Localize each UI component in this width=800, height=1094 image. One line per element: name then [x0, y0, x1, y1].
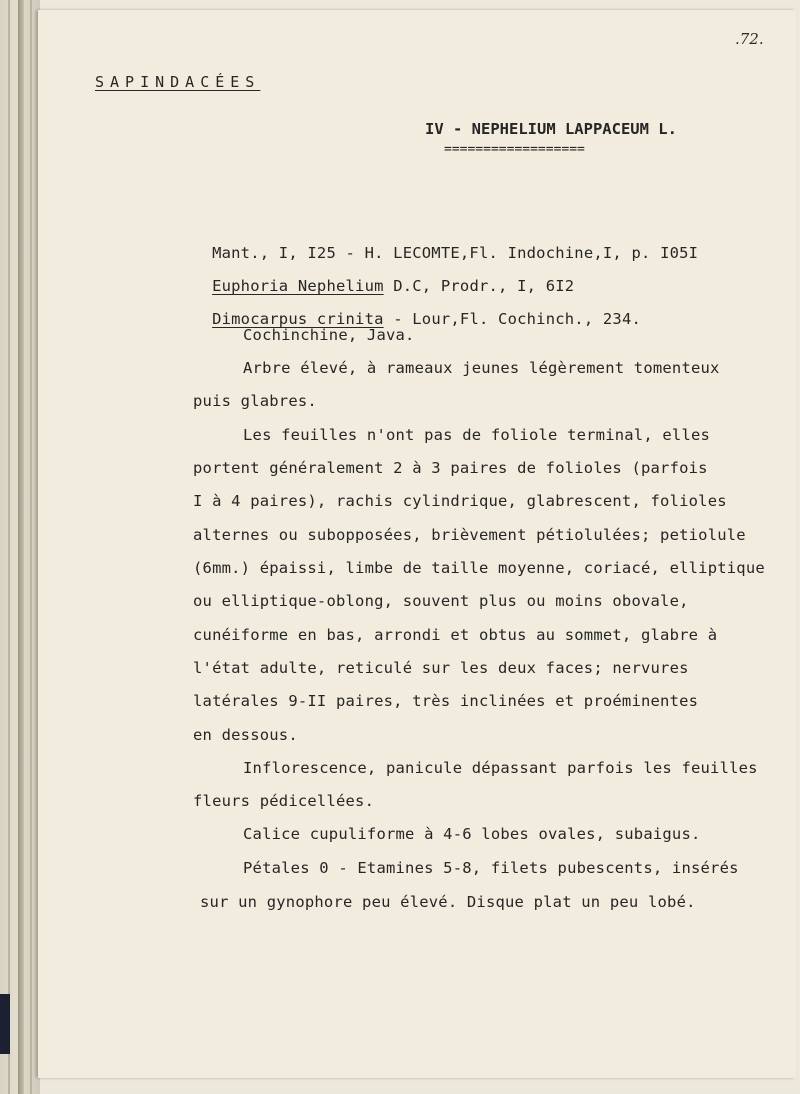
description-line: ou elliptique-oblong, souvent plus ou moins obovale,	[193, 592, 689, 610]
synonymy-reference: D.C, Prodr., I, 6I2	[383, 277, 575, 295]
description-line: Arbre élevé, à rameaux jeunes légèrement tomenteux	[243, 359, 720, 377]
description-line: (6mm.) épaissi, limbe de taille moyenne, coriacé, elliptique	[193, 559, 765, 577]
synonym-name: Euphoria Nephelium	[212, 277, 384, 295]
synonymy-reference: - Lour,Fl. Cochinch., 234.	[383, 310, 642, 328]
description-line: alternes ou subopposées, brièvement pétiolulées; petiolule	[193, 526, 746, 544]
description-line: fleurs pédicellées.	[193, 792, 375, 810]
description-line: Les feuilles n'ont pas de foliole terminal, elles	[243, 426, 711, 444]
document-page	[38, 10, 796, 1078]
family-heading: SAPINDACÉES	[95, 73, 261, 91]
distribution-line: Cochinchine, Java.	[243, 326, 415, 344]
synonym-name: Dimocarpus crinita	[212, 310, 384, 328]
description-line: en dessous.	[193, 726, 298, 744]
description-line: Pétales 0 - Etamines 5-8, filets pubescents, insérés	[243, 859, 739, 877]
description-line: Calice cupuliforme à 4-6 lobes ovales, subaigus.	[243, 825, 701, 843]
description-line: sur un gynophore peu élevé. Disque plat un peu lobé.	[200, 893, 696, 911]
page-edge	[30, 0, 32, 1094]
description-line: l'état adulte, reticulé sur les deux faces; nervures	[193, 659, 689, 677]
species-heading: IV - NEPHELIUM LAPPACEUM L.	[425, 120, 677, 138]
page-edge	[8, 0, 10, 1094]
folio-number: .72.	[735, 30, 764, 48]
species-heading-rule: ==================	[444, 142, 585, 157]
description-line: latérales 9-II paires, très inclinées et proéminentes	[193, 692, 699, 710]
synonymy-line	[193, 259, 574, 295]
description-line: portent généralement 2 à 3 paires de folioles (parfois	[193, 459, 708, 477]
description-line: cunéiforme en bas, arrondi et obtus au sommet, glabre à	[193, 626, 718, 644]
synonymy-line	[193, 226, 698, 262]
synonymy-reference: Mant., I, I25 - H. LECOMTE,Fl. Indochine,I, p. I05I	[212, 244, 699, 262]
description-line: puis glabres.	[193, 392, 317, 410]
synonymy-line	[193, 292, 641, 328]
cover-edge-mark	[0, 994, 10, 1054]
description-line: I à 4 paires), rachis cylindrique, glabrescent, folioles	[193, 492, 727, 510]
description-line: Inflorescence, panicule dépassant parfois les feuilles	[243, 759, 758, 777]
binder-spine	[18, 0, 24, 1094]
